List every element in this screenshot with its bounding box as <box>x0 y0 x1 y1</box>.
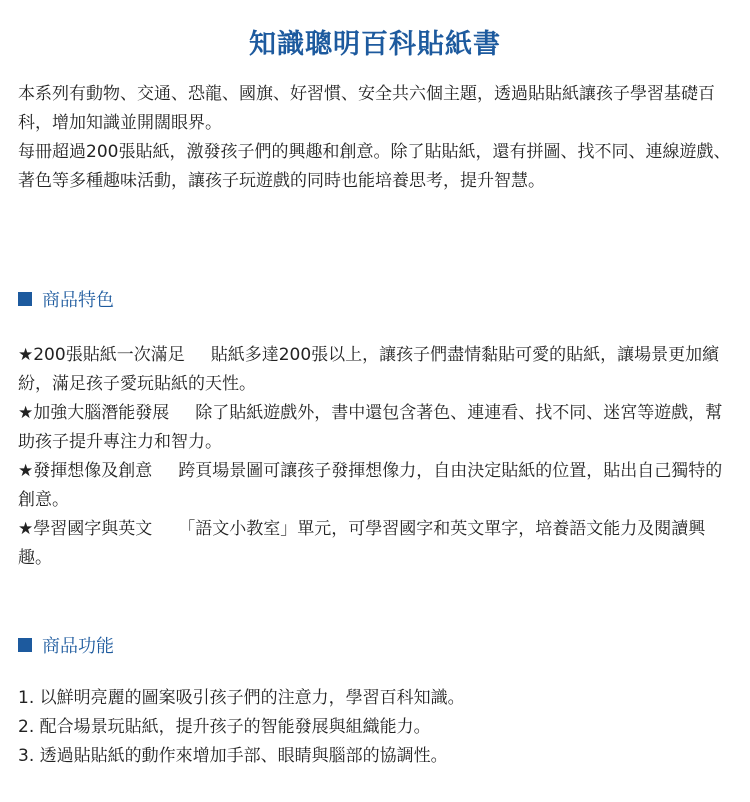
functions-list <box>18 684 734 771</box>
features-heading-label: 商品特色 <box>42 290 114 311</box>
intro-paragraph: 本系列有動物、交通、恐龍、國旗、好習慣、安全共六個主題，透過貼貼紙讓孩子學習基礎百科，增加知識並開闊眼界。 <box>18 84 715 133</box>
square-bullet-icon <box>18 292 32 306</box>
feature-text: 跨頁場景圖可讓孩子發揮想像力，自由決定貼紙的位置，貼出自己獨特的創意。 <box>18 461 723 510</box>
function-item: 1. 以鮮明亮麗的圖案吸引孩子們的注意力，學習百科知識。 <box>18 688 465 708</box>
feature-item <box>18 341 734 399</box>
function-item: 3. 透過貼貼紙的動作來增加手部、眼睛與腦部的協調性。 <box>18 746 448 766</box>
feature-item <box>18 457 734 515</box>
function-item: 2. 配合場景玩貼紙，提升孩子的智能發展與組織能力。 <box>18 717 431 737</box>
intro-paragraph: 每冊超過200張貼紙，激發孩子們的興趣和創意。除了貼貼紙，還有拼圖、找不同、連線遊戲、著色等多種趣味活動，讓孩子玩遊戲的同時也能培養思考，提升智慧。 <box>18 142 731 191</box>
feature-title: ★加強大腦潛能發展 <box>18 403 170 423</box>
feature-text: 貼紙多達200張以上，讓孩子們盡情黏貼可愛的貼紙，讓場景更加繽紛，滿足孩子愛玩貼紙的天性。 <box>18 345 720 394</box>
feature-text: 除了貼紙遊戲外，書中還包含著色、連連看、找不同、迷宮等遊戲，幫助孩子提升專注力和智力。 <box>18 403 723 452</box>
square-bullet-icon <box>18 638 32 652</box>
intro-text <box>18 80 734 196</box>
features-list <box>18 341 734 573</box>
feature-title: ★200張貼紙一次滿足 <box>18 345 185 365</box>
features-heading <box>18 286 114 312</box>
feature-title: ★學習國字與英文 <box>18 519 153 539</box>
feature-text: 「語文小教室」單元，可學習國字和英文單字，培養語文能力及閱讀興趣。 <box>18 519 706 568</box>
functions-heading-label: 商品功能 <box>42 636 114 657</box>
page-title: 知識聰明百科貼紙書 <box>249 29 501 60</box>
feature-item <box>18 399 734 457</box>
feature-title: ★發揮想像及創意 <box>18 461 153 481</box>
functions-heading <box>18 632 114 658</box>
feature-item <box>18 515 734 573</box>
